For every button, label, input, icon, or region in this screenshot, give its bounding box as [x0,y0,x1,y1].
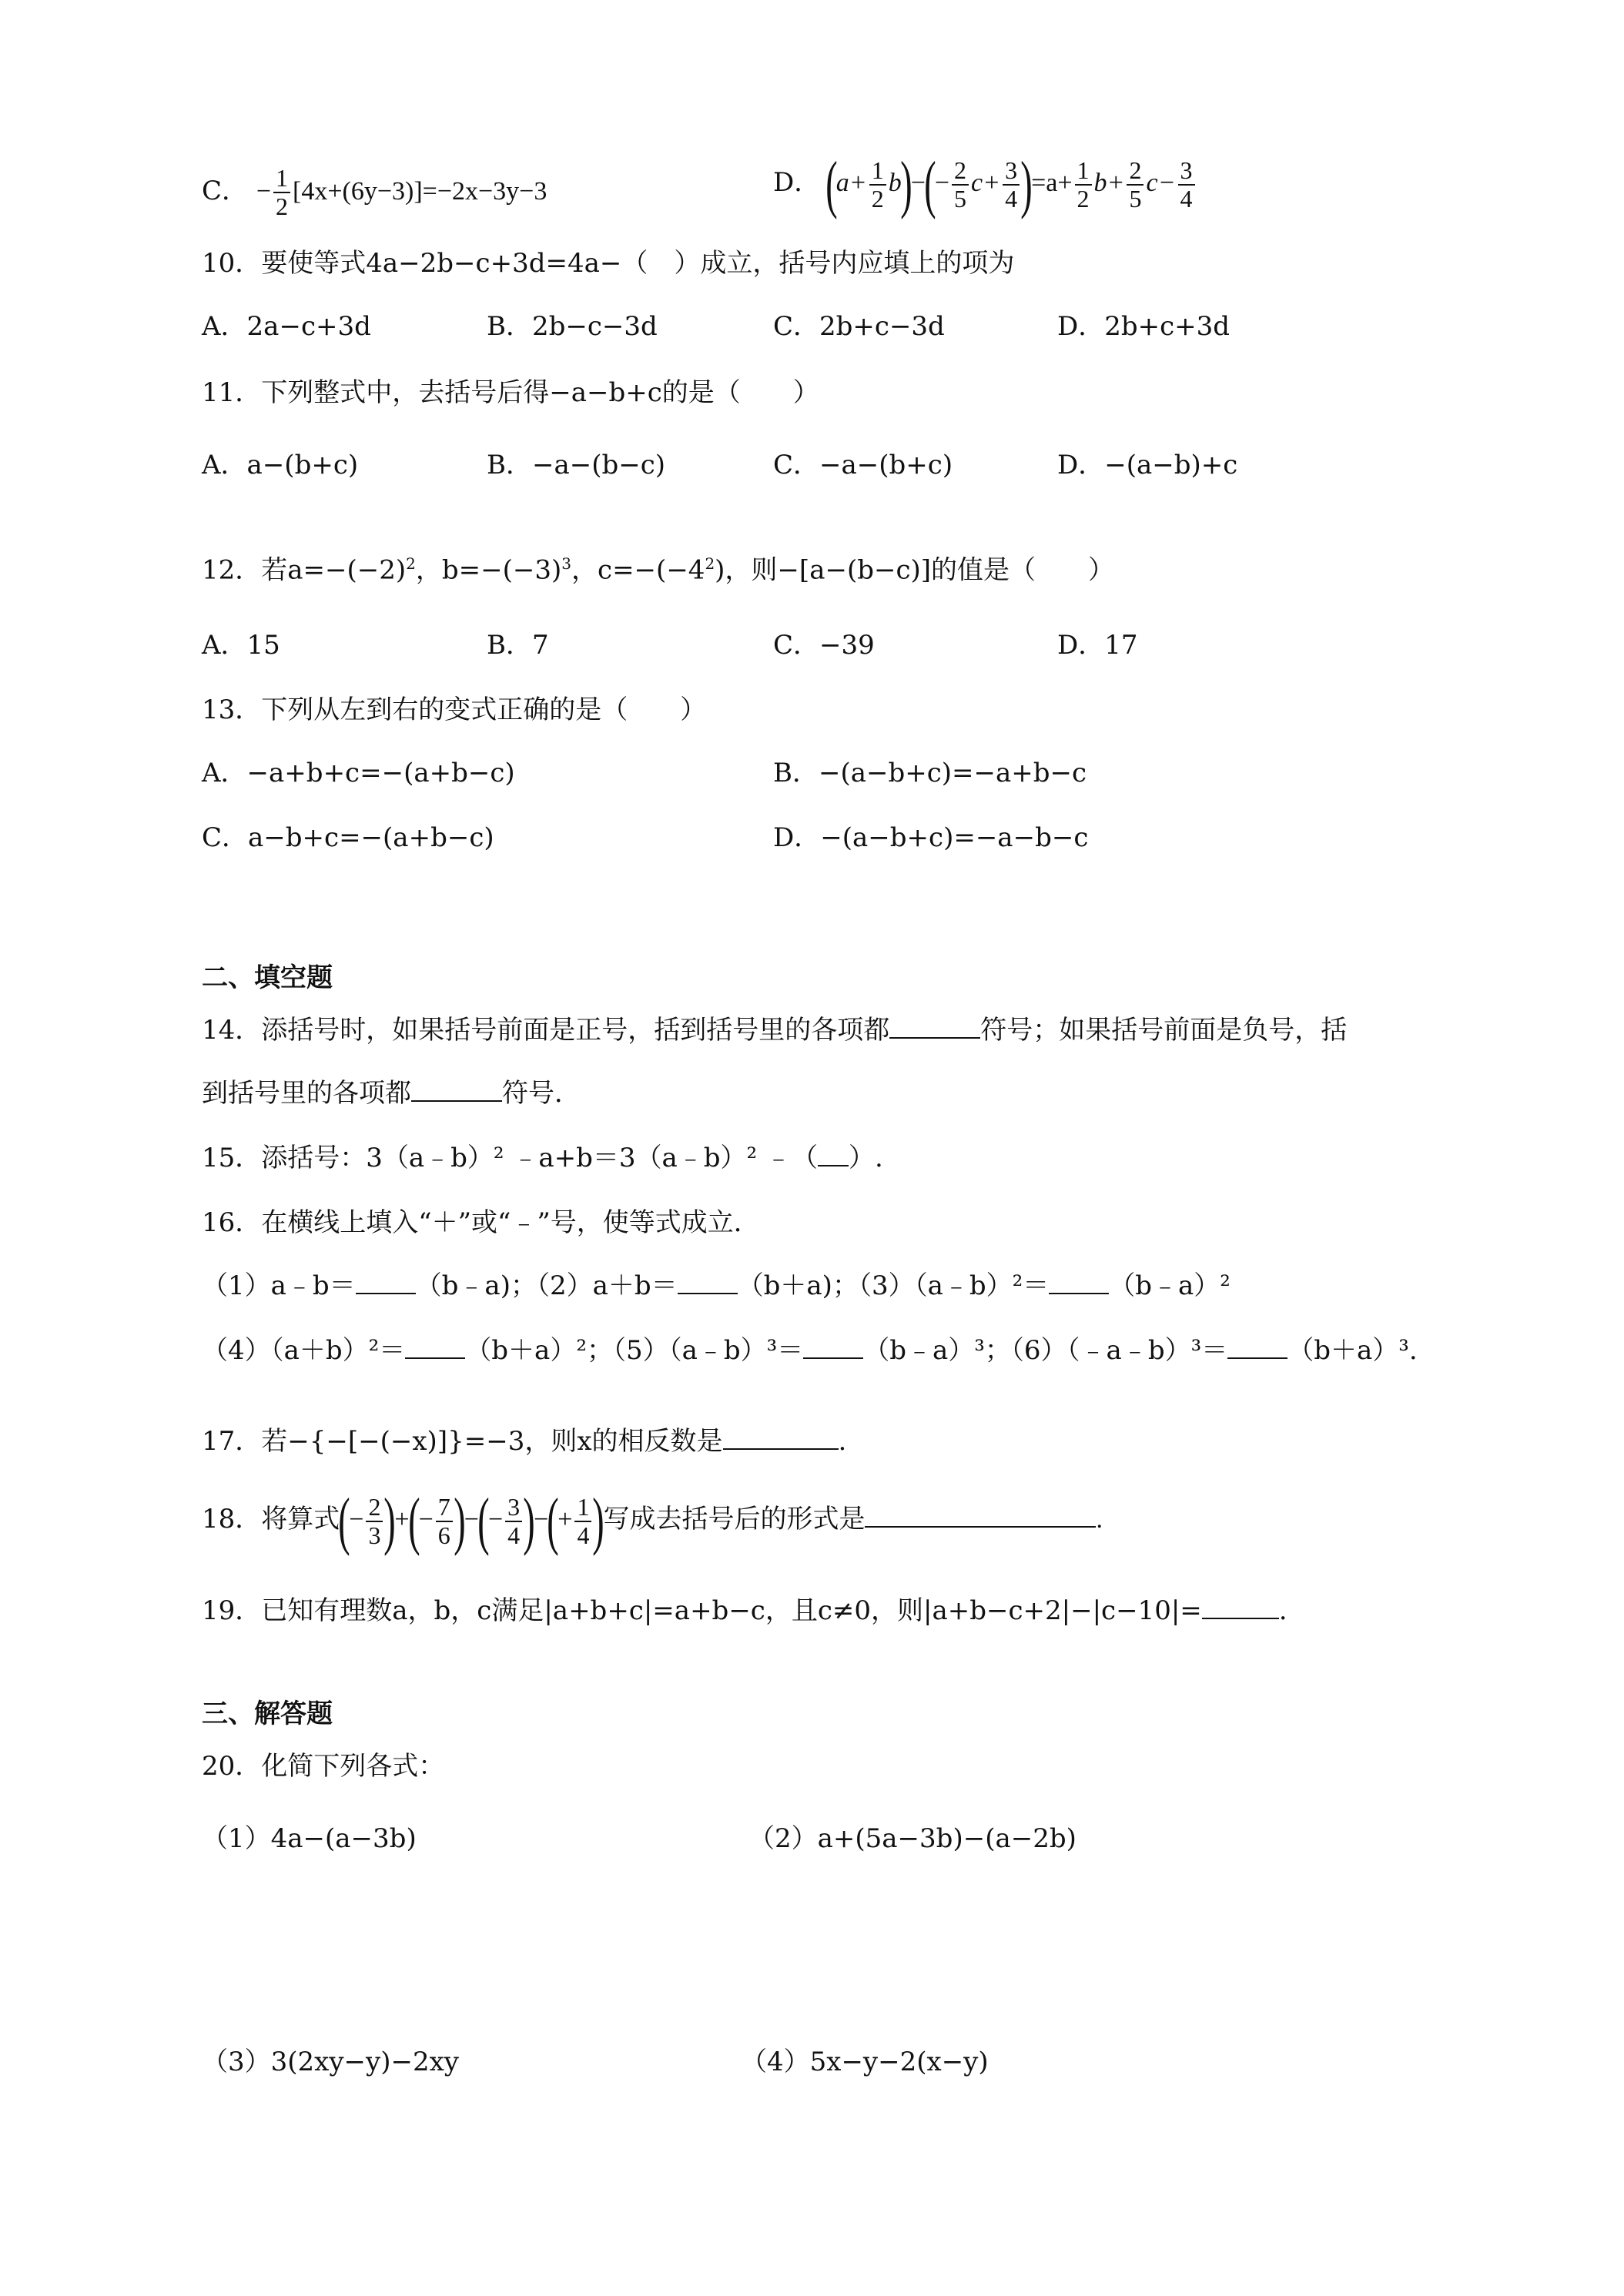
paren-close: ) [523,1485,535,1557]
q16-5-text: （b＋a）²；（5）（a﹣b）³＝ [465,1335,804,1366]
q10-option-d: D．2b+c+3d [1057,311,1231,342]
minus-sign: − [910,168,926,197]
q12-sup-1: 2 [406,554,416,573]
q16-line-2 [202,1335,1418,1367]
q16-blank-3[interactable] [1049,1271,1109,1294]
fraction-r3: $\frac{3}{4}$ [1178,157,1195,213]
q11-option-b: B．−a−(b−c) [487,450,666,480]
q14-line-1-text-b: 符号；如果括号前面是负号，括 [980,1015,1348,1046]
q18-line: 18．将算式(− $\frac{2}{3}$ )+(− $\frac{7}{6}$ )−(− $\frac{3}{4}$ )−(+ $\frac{1}{4}$ )写成去括号后的形式是 . [202,1485,1103,1557]
section-solve-title: 三、解答题 [202,1699,333,1729]
q11-option-d: D．−(a−b)+c [1057,450,1238,480]
q16-blank-2[interactable] [678,1271,738,1294]
paren-open: ( [338,1485,350,1557]
q18-end: . [1096,1504,1103,1534]
fraction-3-4: $\frac{3}{4}$ [1003,157,1020,213]
q13-option-c: C．a−b+c=−(a+b−c) [202,822,494,853]
q17-line [202,1426,846,1458]
q11-option-c: C．−a−(b+c) [773,450,953,480]
q9-c-label: C． [202,176,249,207]
paren-close: ) [383,1485,397,1557]
q18-fraction-1: $\frac{2}{3}$ [366,1494,383,1549]
q14-line-2-text-b: 符号． [502,1078,581,1109]
q19-blank[interactable] [1202,1596,1279,1619]
q17-blank[interactable] [723,1427,839,1450]
term-rb: b+ [1093,168,1125,197]
fraction-half: $\frac{1}{2}$ [869,157,886,213]
q12-stem-part-d: )，则−[a−(b−c)]的值是（ ） [715,554,1115,586]
q18-fraction-4: $\frac{1}{4}$ [574,1494,591,1549]
q12-option-a: A．15 [202,630,280,661]
q14-line-2-text-a: 到括号里的各项都 [202,1078,411,1109]
q16-blank-5[interactable] [803,1336,863,1359]
q17-text: 17．若−{−[−(−x)]}=−3，则x的相反数是 [202,1426,723,1457]
q9-option-c [202,165,547,220]
q16-3-text: （b＋a)；（3）（a﹣b）²＝ [737,1270,1050,1301]
fraction-2-5: $\frac{2}{5}$ [952,157,969,213]
q14-blank-2[interactable] [411,1079,502,1102]
term-b: b [888,168,902,197]
q9-c-half-fraction: $\frac{1}{2}$ [273,165,290,220]
q16-blank-4[interactable] [405,1336,465,1359]
q16-6-text: （b﹣a）³；（6）（﹣a﹣b）³＝ [863,1335,1228,1366]
q16-blank-1[interactable] [356,1271,416,1294]
q17-end: . [838,1426,847,1457]
paren-open: ( [407,1485,420,1557]
q20-part-4: （4）5x−y−2(x−y) [741,2047,989,2077]
q12-stem [202,554,1114,586]
paren-open: ( [547,1485,559,1557]
q20-stem: 20．化简下列各式： [202,1751,445,1782]
q14-line-2 [202,1078,581,1110]
paren-open: ( [825,149,838,220]
q14-line-1 [202,1015,1347,1046]
q9-c-minus: − [256,177,272,206]
fraction-r1: $\frac{1}{2}$ [1075,157,1092,213]
q12-stem-part-b: ，b=−(−3) [415,554,562,586]
q9-c-expression: [4x+(6y−3)]=−2x−3y−3 [293,177,547,206]
q13-stem: 13．下列从左到右的变式正确的是（ ） [202,694,707,725]
paren-close: ) [454,1485,466,1557]
term-rc: c− [1146,168,1176,197]
q10-option-a: A．2a−c+3d [202,311,371,342]
paren-close: ) [592,1485,605,1557]
q18-tail: 写成去括号后的形式是 [603,1503,866,1535]
q9-d-label: D． [773,166,821,198]
paren-close: ) [899,149,912,220]
q12-option-b: B．7 [487,630,549,661]
q12-option-c: C．−39 [773,630,875,661]
q16-stem: 16．在横线上填入“＋”或“﹣”号，使等式成立． [202,1207,760,1238]
q11-stem: 11．下列整式中，去括号后得−a−b+c的是（ ） [202,377,819,408]
q12-stem-part-a: 12．若a=−(−2) [202,554,407,586]
q13-option-d: D．−(a−b+c)=−a−b−c [773,822,1089,853]
q12-stem-part-c: ，c=−(−4 [571,554,705,586]
q19-text: 19．已知有理数a，b，c满足|a+b+c|=a+b−c，且c≠0，则|a+b−c+2|−|c−10|= [202,1595,1202,1626]
q15-text-a: 15．添括号：3（a﹣b）² ﹣a+b＝3（a﹣b）² ﹣（ [202,1143,818,1173]
q20-part-2: （2）a+(5a−3b)−(a−2b) [748,1823,1077,1854]
fraction-r2: $\frac{2}{5}$ [1127,157,1143,213]
q20-part-3: （3）3(2xy−y)−2xy [202,2047,460,2077]
q16-4-text: （4）（a＋b）²＝ [202,1335,406,1366]
q16-6-tail: （b＋a）³. [1287,1335,1418,1366]
q20-part-1: （1）4a−(a−3b) [202,1823,417,1854]
q12-sup-2: 3 [561,554,572,573]
q19-line [202,1595,1287,1627]
paren-open-2: ( [924,149,936,220]
q11-option-a: A．a−(b+c) [202,450,359,480]
q15-blank[interactable] [818,1143,849,1166]
q13-option-b: B．−(a−b+c)=−a+b−c [773,758,1087,788]
q16-line-1 [202,1270,1231,1302]
q16-3-tail: （b﹣a）² [1109,1270,1231,1301]
q12-sup-3: 2 [705,554,715,573]
section-fill-in-title: 二、填空题 [202,962,333,993]
q12-option-d: D．17 [1057,630,1138,661]
q18-blank[interactable] [865,1504,1096,1528]
q15-line [202,1143,883,1174]
q18-fraction-2: $\frac{7}{6}$ [436,1494,453,1549]
q10-option-b: B．2b−c−3d [487,311,658,342]
q18-fraction-3: $\frac{3}{4}$ [505,1494,522,1549]
q10-stem: 10．要使等式4a−2b−c+3d=4a−（ ）成立，括号内应填上的项为 [202,248,1015,279]
q15-text-b: ）. [849,1143,883,1173]
term-a-plus: a+ [835,168,867,197]
q9-option-d [773,149,1197,220]
term-c-plus: c+ [971,168,1001,197]
q16-blank-6[interactable] [1227,1336,1287,1359]
q14-blank-1[interactable] [889,1016,980,1039]
inner-minus: − [934,168,950,197]
paren-open: ( [477,1485,490,1557]
equals-a-plus: =a+ [1031,168,1073,197]
q14-line-1-text-a: 14．添括号时，如果括号前面是正号，括到括号里的各项都 [202,1015,890,1046]
q16-1-text: （1）a﹣b＝ [202,1270,356,1301]
q10-option-c: C．2b+c−3d [773,311,945,342]
q18-lead: 18．将算式 [202,1503,340,1535]
q13-option-a: A．−a+b+c=−(a+b−c) [202,758,515,788]
q16-2-text: （b﹣a)；（2）a＋b＝ [415,1270,678,1301]
paren-close-2: ) [1020,149,1033,220]
q19-end: . [1278,1595,1287,1626]
